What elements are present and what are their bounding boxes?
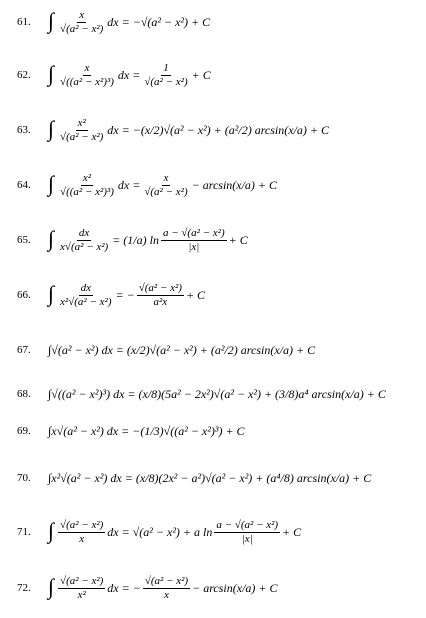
formula-number: 69. [17, 425, 31, 437]
result-fraction [214, 519, 280, 546]
result: ∫√((a² − x²)³) dx = (x/8)(5a² − 2x²)√(a² − x²) + (3/8)a⁴ arcsin(x/a) + C [48, 387, 386, 401]
denominator: x [164, 588, 169, 601]
formula-number: 65. [17, 234, 31, 246]
integral-sign: ∫ [48, 574, 55, 599]
result-head: dx = √(a² − x²) + a ln [107, 525, 213, 539]
denominator: √(a² − x²) [144, 185, 188, 198]
numerator: a − √(a² − x²) [216, 518, 279, 531]
integrand-fraction [58, 9, 105, 36]
result-fraction [137, 282, 184, 309]
formula-number: 66. [17, 289, 31, 301]
result-head: = (1/a) ln [112, 233, 159, 247]
formula-number: 67. [17, 344, 31, 356]
formula-expression [48, 575, 278, 602]
result-head: dx = − [107, 581, 141, 595]
numerator: a − √(a² − x²) [162, 226, 225, 239]
formula-expression: ∫ $\frac{x}{\text{√((a² − x²)³)}}$ dx = $\frac{1}{\text{√(a² − x²)}}$ + C [48, 61, 211, 88]
integral-sign: ∫ [48, 518, 55, 543]
formula-expression [48, 387, 386, 401]
numerator: x [79, 8, 85, 21]
formula-expression [48, 9, 210, 36]
formula-70 [0, 458, 426, 498]
formula-number: 62. [17, 69, 31, 81]
formula-61 [0, 2, 426, 42]
result-fraction [142, 62, 189, 89]
formula-expression [48, 227, 248, 254]
result: dx = −(x/2)√(a² − x²) + (a²/2) arcsin(x/a) + C [107, 123, 329, 137]
denominator: √(a² − x²) [60, 130, 104, 143]
formula-62 [0, 55, 426, 95]
numerator: 1 [163, 61, 169, 74]
numerator: √(a² − x²) [60, 574, 104, 587]
denominator: x√(a² − x²) [60, 240, 109, 253]
formula-number: 64. [17, 179, 31, 191]
formula-expression [48, 282, 205, 309]
result-tail: + C [185, 288, 206, 302]
formula-number: 63. [17, 124, 31, 136]
integral-sign: ∫ [48, 171, 55, 196]
numerator: dx [78, 226, 90, 239]
formula-number: 70. [17, 472, 31, 484]
formula-64 [0, 165, 426, 205]
denominator: |x| [241, 532, 253, 545]
denominator: √((a² − x²)³) [60, 185, 114, 198]
denominator: x [79, 532, 85, 545]
result-fraction [142, 172, 189, 199]
formula-number: 72. [17, 582, 31, 594]
integrand-fraction [58, 519, 105, 546]
result: ∫√(a² − x²) dx = (x/2)√(a² − x²) + (a²/2) arcsin(x/a) + C [48, 343, 316, 357]
result-fraction [143, 575, 190, 602]
denominator: a²x [153, 295, 168, 308]
numerator: √(a² − x²) [60, 518, 104, 531]
result-tail: + C [191, 68, 211, 82]
denominator: |x| [188, 240, 200, 253]
formula-67 [0, 330, 426, 370]
result: dx = −√(a² − x²) + C [107, 15, 211, 29]
formula-expression [48, 424, 245, 438]
formula-69 [0, 411, 426, 451]
integrand-fraction [58, 575, 105, 602]
result: ∫x√(a² − x²) dx = −(1/3)√((a² − x²)³) + C [48, 424, 245, 438]
result-tail: − arcsin(x/a) + C [191, 178, 278, 192]
formula-expression [48, 343, 315, 357]
integral-sign: ∫ [48, 281, 55, 306]
integrand-fraction [58, 282, 113, 309]
numerator: x [84, 61, 90, 74]
integrand-fraction [58, 62, 116, 89]
numerator: x² [77, 116, 86, 129]
numerator: √(a² − x²) [144, 574, 189, 587]
integral-sign: ∫ [48, 8, 55, 33]
result-tail: + C [282, 525, 302, 539]
formula-expression [48, 471, 371, 485]
denominator: √(a² − x²) [144, 75, 188, 88]
formula-expression [48, 519, 301, 546]
formula-72 [0, 568, 426, 608]
numerator: x [163, 171, 169, 184]
formula-expression: ∫ $\frac{\text{x²}}{\text{√((a² − x²)³)}}$ dx = $\frac{x}{\text{√(a² − x²)}}$ − arcsin(x/a) + C [48, 171, 278, 198]
formula-63 [0, 110, 426, 150]
denominator: √((a² − x²)³) [60, 75, 114, 88]
result: ∫x²√(a² − x²) dx = (x/8)(2x² − a²)√(a² − x²) + (a⁴/8) arcsin(x/a) + C [48, 471, 372, 485]
result-tail: + C [228, 233, 248, 247]
formula-expression [48, 117, 329, 144]
formula-66 [0, 275, 426, 315]
integral-sign: ∫ [48, 61, 55, 86]
integrand-fraction [58, 227, 110, 254]
integral-sign: ∫ [48, 226, 55, 251]
formula-68 [0, 374, 426, 414]
result-tail: − arcsin(x/a) + C [192, 581, 278, 595]
formula-65 [0, 220, 426, 260]
numerator: √(a² − x²) [138, 281, 182, 294]
result-fraction [161, 227, 227, 254]
denominator: x² [77, 588, 86, 601]
denominator: √(a² − x²) [60, 22, 104, 35]
numerator: dx [80, 281, 91, 294]
formula-number: 68. [17, 388, 31, 400]
result-head: = − [115, 288, 135, 302]
integrand-fraction [58, 117, 105, 144]
formula-number: 71. [17, 526, 31, 538]
denominator: x²√(a² − x²) [60, 295, 112, 308]
formula-number: 61. [17, 16, 31, 28]
integral-sign: ∫ [48, 116, 55, 141]
formula-71 [0, 512, 426, 552]
numerator: x² [82, 171, 92, 184]
integrand-fraction [58, 172, 116, 199]
